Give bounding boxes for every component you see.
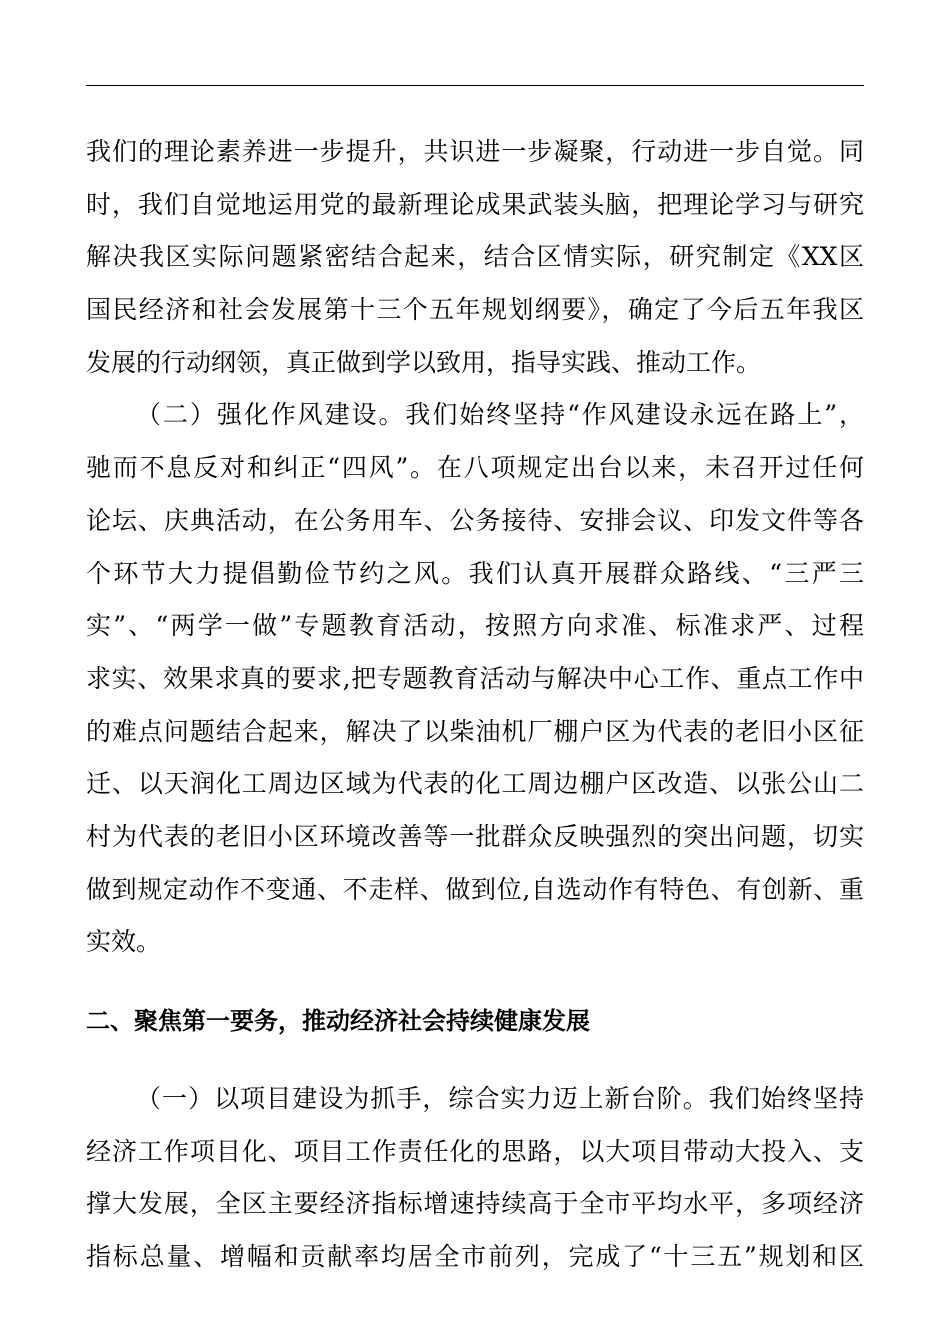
text-line: （二）强化作风建设。我们始终坚持“作风建设永远在路上”，	[136, 400, 864, 430]
header-rule	[86, 85, 864, 86]
text-line: 的难点问题结合起来，解决了以柴油机厂棚户区为代表的老旧小区征	[86, 716, 864, 746]
text-line: 做到规定动作不变通、不走样、做到位,自选动作有特色、有创新、重	[86, 874, 864, 904]
text-line: 解决我区实际问题紧密结合起来，结合区情实际，研究制定《XX区	[86, 242, 864, 272]
text-line: 国民经济和社会发展第十三个五年规划纲要》，确定了今后五年我区	[86, 295, 864, 325]
text-line: 论坛、庆典活动，在公务用车、公务接待、安排会议、印发文件等各	[86, 505, 864, 535]
text-line: 撑大发展，全区主要经济指标增速持续高于全市平均水平，多项经济	[86, 1189, 864, 1219]
text-line: （一）以项目建设为抓手，综合实力迈上新台阶。我们始终坚持	[136, 1084, 864, 1113]
text-line: 驰而不息反对和纠正“四风”。在八项规定出台以来，未召开过任何	[86, 453, 864, 483]
paragraph-theory	[86, 126, 864, 389]
text-line: 时，我们自觉地运用党的最新理论成果武装头脑，把理论学习与研究	[86, 189, 864, 219]
text-line: 指标总量、增幅和贡献率均居全市前列，完成了“十三五”规划和区	[86, 1242, 864, 1272]
section-heading: 二、聚焦第一要务，推动经济社会持续健康发展	[86, 1007, 590, 1035]
text-line: 求实、效果求真的要求,把专题教育活动与解决中心工作、重点工作中	[86, 663, 864, 693]
text-line: 实效。	[86, 927, 162, 957]
paragraph-projects	[86, 1073, 864, 1284]
text-line: 迁、以天润化工周边区域为代表的化工周边棚户区改造、以张公山二	[86, 769, 864, 799]
paragraph-work-style	[86, 389, 864, 969]
text-line: 经济工作项目化、项目工作责任化的思路，以大项目带动大投入、支	[86, 1136, 864, 1166]
text-line: 我们的理论素养进一步提升，共识进一步凝聚，行动进一步自觉。同	[86, 137, 864, 166]
text-line: 实”、“两学一做”专题教育活动，按照方向求准、标准求严、过程	[86, 611, 864, 641]
text-line: 村为代表的老旧小区环境改善等一批群众反映强烈的突出问题，切实	[86, 821, 864, 851]
text-line: 发展的行动纲领，真正做到学以致用，指导实践、推动工作。	[86, 347, 762, 377]
document-body	[86, 126, 864, 1284]
text-line: 个环节大力提倡勤俭节约之风。我们认真开展群众路线、“三严三	[86, 558, 864, 588]
